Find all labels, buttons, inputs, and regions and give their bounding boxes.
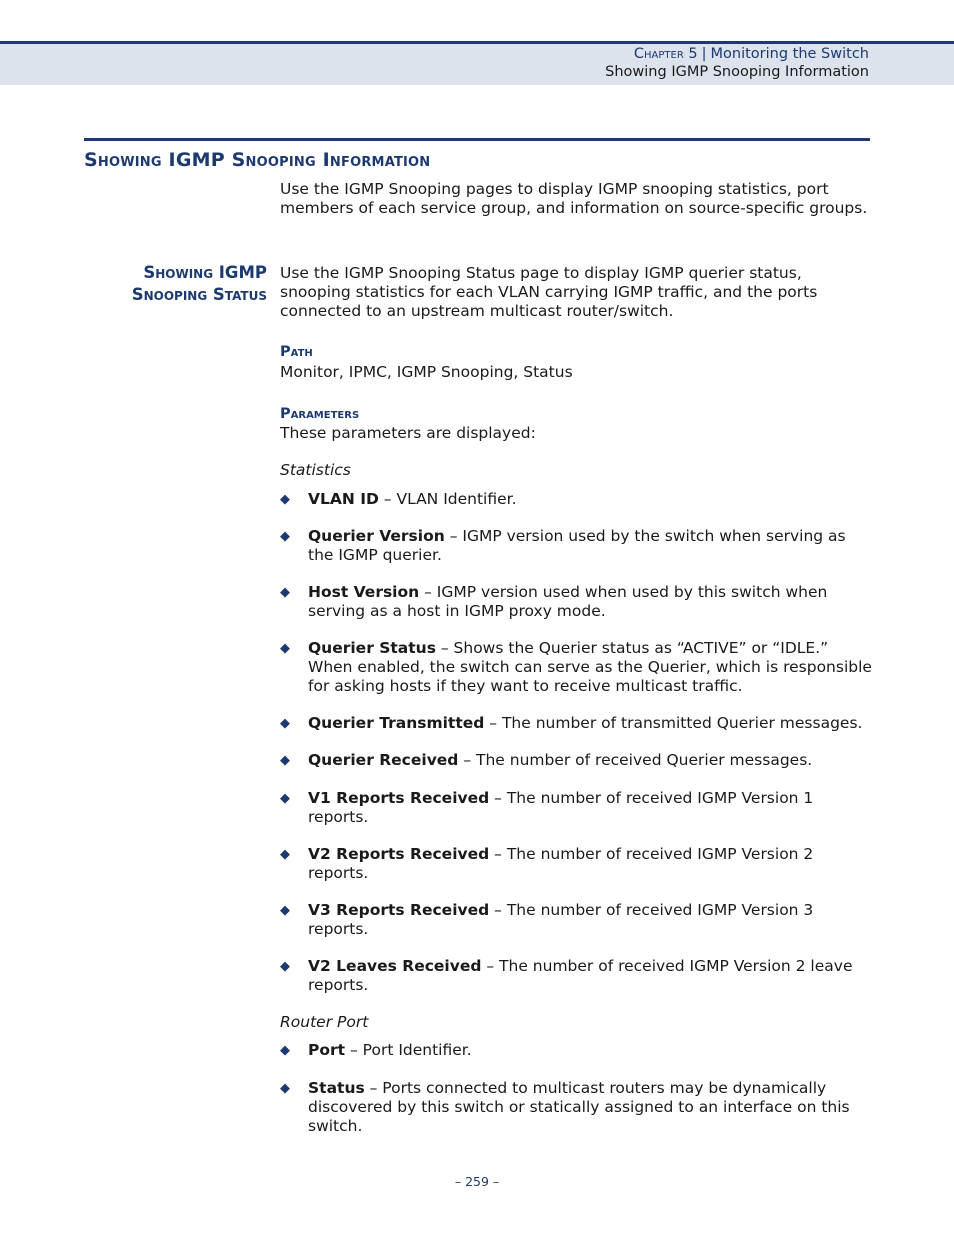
- bullet-definition: – The number of transmitted Querier messages.: [484, 714, 863, 732]
- diamond-bullet-icon: ◆: [280, 753, 290, 768]
- bullet-term: V2 Leaves Received: [308, 957, 482, 975]
- header-separator: |: [701, 46, 707, 62]
- chapter-label: Chapter 5: [633, 46, 698, 62]
- statistics-heading: Statistics: [280, 461, 351, 479]
- bullet-term: Querier Status: [308, 639, 436, 657]
- parameters-intro: These parameters are displayed:: [280, 424, 536, 442]
- bullet-text: [308, 1041, 873, 1060]
- bullet-text: [308, 789, 873, 827]
- bullet-text: [308, 583, 873, 621]
- router-port-heading: Router Port: [280, 1013, 369, 1031]
- bullet-text: [308, 845, 873, 883]
- diamond-bullet-icon: ◆: [280, 641, 290, 656]
- bullet-term: Querier Received: [308, 751, 459, 769]
- bullet-line: serving as a host in IGMP proxy mode.: [308, 602, 606, 620]
- bullet-definition: – Shows the Querier status as “ACTIVE” or “IDLE.”: [435, 639, 829, 657]
- bullet-line: reports.: [308, 808, 369, 826]
- bullet-line: [308, 639, 873, 658]
- bullet-term: Host Version: [308, 583, 420, 601]
- intro-line: members of each service group, and information on source-specific groups.: [280, 199, 868, 217]
- bullet-line: [308, 901, 873, 920]
- bullet-line: [308, 957, 873, 976]
- page-number: – 259 –: [454, 1174, 500, 1189]
- bullet-term: V2 Reports Received: [308, 845, 490, 863]
- bullet-text: [308, 639, 873, 696]
- bullet-text: [308, 1079, 873, 1136]
- bullet-term: V1 Reports Received: [308, 789, 490, 807]
- bullet-definition: – Ports connected to multicast routers may be dynamically: [364, 1079, 827, 1097]
- diamond-bullet-icon: ◆: [280, 716, 290, 731]
- bullet-term: VLAN ID: [308, 490, 379, 508]
- desc-line: snooping statistics for each VLAN carrying IGMP traffic, and the ports: [280, 283, 818, 301]
- parameters-heading: Parameters: [280, 406, 360, 422]
- diamond-bullet-icon: ◆: [280, 585, 290, 600]
- desc-line: Use the IGMP Snooping Status page to display IGMP querier status,: [280, 264, 802, 282]
- bullet-line: discovered by this switch or statically assigned to an interface on this: [308, 1098, 850, 1116]
- bullet-line: [308, 845, 873, 864]
- bullet-line: switch.: [308, 1117, 363, 1135]
- bullet-term: Port: [308, 1041, 346, 1059]
- diamond-bullet-icon: ◆: [280, 529, 290, 544]
- bullet-definition: – The number of received IGMP Version 2 leave: [481, 957, 853, 975]
- bullet-definition: – IGMP version used when used by this switch when: [419, 583, 828, 601]
- bullet-definition: – The number of received IGMP Version 3: [489, 901, 814, 919]
- bullet-text: [308, 527, 873, 565]
- bullet-line: reports.: [308, 976, 369, 994]
- bullet-term: Querier Version: [308, 527, 445, 545]
- diamond-bullet-icon: ◆: [280, 1043, 290, 1058]
- intro-line: Use the IGMP Snooping pages to display IGMP snooping statistics, port: [280, 180, 829, 198]
- path-heading: Path: [280, 344, 313, 360]
- header-section: Showing IGMP Snooping Information: [605, 64, 869, 80]
- bullet-line: the IGMP querier.: [308, 546, 442, 564]
- diamond-bullet-icon: ◆: [280, 959, 290, 974]
- diamond-bullet-icon: ◆: [280, 903, 290, 918]
- bullet-term: V3 Reports Received: [308, 901, 490, 919]
- path-value: Monitor, IPMC, IGMP Snooping, Status: [280, 363, 573, 381]
- running-header: [605, 45, 869, 81]
- bullet-text: [308, 901, 873, 939]
- subsection-title-line: Snooping Status: [131, 285, 267, 304]
- bullet-line: [308, 1041, 873, 1060]
- bullet-definition: – Port Identifier.: [345, 1041, 472, 1059]
- bullet-definition: – The number of received IGMP Version 2: [489, 845, 814, 863]
- diamond-bullet-icon: ◆: [280, 492, 290, 507]
- bullet-line: When enabled, the switch can serve as the Querier, which is responsible: [308, 658, 872, 676]
- bullet-line: [308, 751, 873, 770]
- diamond-bullet-icon: ◆: [280, 791, 290, 806]
- bullet-definition: – The number of received Querier messages.: [458, 751, 813, 769]
- bullet-definition: – VLAN Identifier.: [378, 490, 517, 508]
- bullet-line: [308, 789, 873, 808]
- subsection-title: [84, 262, 267, 306]
- bullet-term: Status: [308, 1079, 365, 1097]
- section-rule: [84, 138, 870, 141]
- bullet-line: for asking hosts if they want to receive multicast traffic.: [308, 677, 743, 695]
- bullet-line: [308, 714, 873, 733]
- chapter-title: Monitoring the Switch: [710, 46, 869, 62]
- bullet-text: [308, 490, 873, 509]
- bullet-line: [308, 527, 873, 546]
- bullet-line: reports.: [308, 864, 369, 882]
- bullet-definition: – The number of received IGMP Version 1: [489, 789, 814, 807]
- bullet-line: [308, 1079, 873, 1098]
- bullet-definition: – IGMP version used by the switch when serving as: [444, 527, 846, 545]
- subsection-description: [280, 264, 875, 321]
- bullet-line: [308, 490, 873, 509]
- bullet-line: [308, 583, 873, 602]
- section-title: Showing IGMP Snooping Information: [84, 149, 431, 171]
- bullet-line: reports.: [308, 920, 369, 938]
- diamond-bullet-icon: ◆: [280, 1081, 290, 1096]
- section-intro: [280, 180, 875, 218]
- diamond-bullet-icon: ◆: [280, 847, 290, 862]
- subsection-title-line: Showing IGMP: [143, 263, 267, 282]
- bullet-text: [308, 957, 873, 995]
- bullet-term: Querier Transmitted: [308, 714, 485, 732]
- bullet-text: [308, 714, 873, 733]
- desc-line: connected to an upstream multicast router/switch.: [280, 302, 674, 320]
- bullet-text: [308, 751, 873, 770]
